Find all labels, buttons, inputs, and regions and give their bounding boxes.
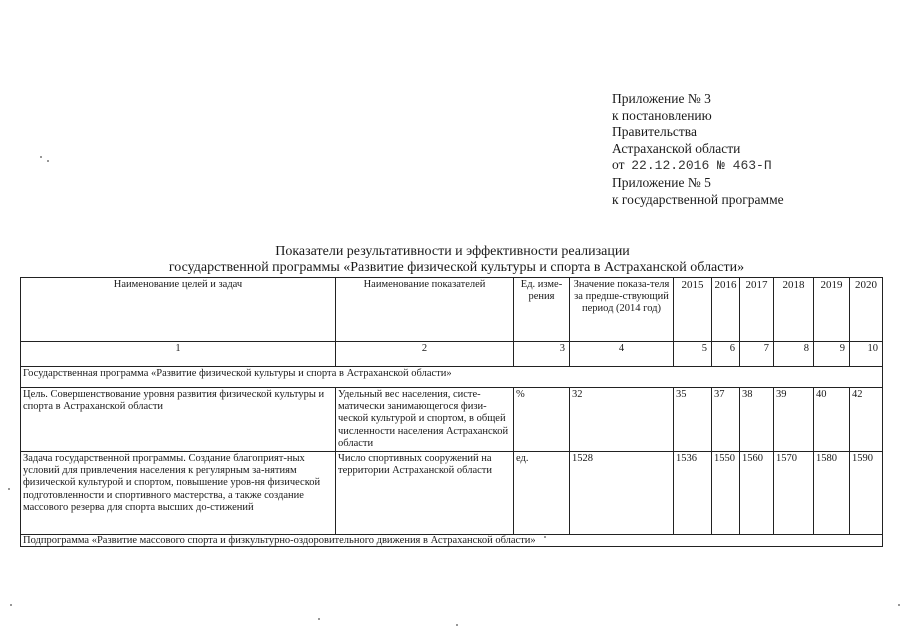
column-number: 3 <box>514 342 570 367</box>
scan-speck <box>8 488 10 490</box>
scan-speck <box>47 160 49 162</box>
year-value: 1580 <box>814 452 850 535</box>
scan-speck <box>40 156 42 158</box>
year-value: 40 <box>814 388 850 452</box>
subprogram-row <box>21 535 883 547</box>
indicator-name: Удельный вес населения, систе-матически занимающегося физи-ческой культурой и спортом, в общей численности населения Астраханской области <box>336 388 514 452</box>
appendix-line: Приложение № 5 <box>612 174 711 190</box>
resolution-date-number: 22.12.2016 № 463-П <box>631 158 772 174</box>
year-value: 1536 <box>674 452 712 535</box>
indicator-name: Число спортивных сооружений на территории Астраханской области <box>336 452 514 535</box>
appendix-line: к постановлению <box>612 107 712 123</box>
year-value: 39 <box>774 388 814 452</box>
column-number: 2 <box>336 342 514 367</box>
column-number: 5 <box>674 342 712 367</box>
indicators-table <box>20 277 883 547</box>
header-base-period: Значение показа-теля за предше-ствующий период (2014 год) <box>570 278 674 342</box>
year-value: 37 <box>712 388 740 452</box>
year-value: 35 <box>674 388 712 452</box>
header-year: 2018 <box>774 278 814 342</box>
year-value: 1570 <box>774 452 814 535</box>
program-name: Государственная программа «Развитие физической культуры и спорта в Астраханской области» <box>21 367 883 388</box>
year-value: 1560 <box>740 452 774 535</box>
task-name: Задача государственной программы. Создание благоприят-ных условий для привлечения населения к регулярным за-нятиям физической культурой и спортом, повышение уров-ня физической подготовленности и спортивного мастерства, а также создание массового резерва для спорта высших до-стижений <box>21 452 336 535</box>
column-number-row <box>21 342 883 367</box>
table-row <box>21 452 883 535</box>
appendix-date-line <box>612 157 784 175</box>
year-value: 38 <box>740 388 774 452</box>
column-number: 4 <box>570 342 674 367</box>
year-value: 42 <box>850 388 883 452</box>
header-indicators: Наименование показателей <box>336 278 514 342</box>
header-year: 2020 <box>850 278 883 342</box>
scan-speck <box>898 604 900 606</box>
table-row <box>21 388 883 452</box>
base-value: 1528 <box>570 452 674 535</box>
year-value: 1590 <box>850 452 883 535</box>
header-year: 2016 <box>712 278 740 342</box>
appendix-line: Правительства <box>612 124 697 140</box>
unit-cell: ед. <box>514 452 570 535</box>
column-number: 1 <box>21 342 336 367</box>
date-prefix: от <box>612 157 625 173</box>
appendix-line: Приложение № 3 <box>612 91 711 106</box>
column-number: 7 <box>740 342 774 367</box>
scan-speck <box>544 536 546 538</box>
appendix-block <box>612 91 784 208</box>
column-number: 8 <box>774 342 814 367</box>
document-title <box>0 244 905 276</box>
scan-speck <box>10 604 12 606</box>
title-line-2: государственной программы «Развитие физической культуры и спорта в Астраханской области» <box>168 260 745 275</box>
header-row <box>21 278 883 342</box>
column-number: 10 <box>850 342 883 367</box>
column-number: 6 <box>712 342 740 367</box>
goal-name: Цель. Совершенствование уровня развития физической культуры и спорта в Астраханской области <box>21 388 336 452</box>
program-row <box>21 367 883 388</box>
title-line-1: Показатели результативности и эффективности реализации <box>275 244 630 259</box>
header-goals: Наименование целей и задач <box>21 278 336 342</box>
header-year: 2015 <box>674 278 712 342</box>
header-unit: Ед. изме-рения <box>514 278 570 342</box>
header-year: 2019 <box>814 278 850 342</box>
scan-speck <box>318 618 320 620</box>
subprogram-name: Подпрограмма «Развитие массового спорта и физкультурно-оздоровительного движения в Астраханской области» <box>21 535 883 547</box>
base-value: 32 <box>570 388 674 452</box>
appendix-line: к государственной программе <box>612 191 784 207</box>
unit-cell: % <box>514 388 570 452</box>
header-year: 2017 <box>740 278 774 342</box>
scan-speck <box>456 624 458 626</box>
column-number: 9 <box>814 342 850 367</box>
year-value: 1550 <box>712 452 740 535</box>
appendix-line: Астраханской области <box>612 140 741 156</box>
